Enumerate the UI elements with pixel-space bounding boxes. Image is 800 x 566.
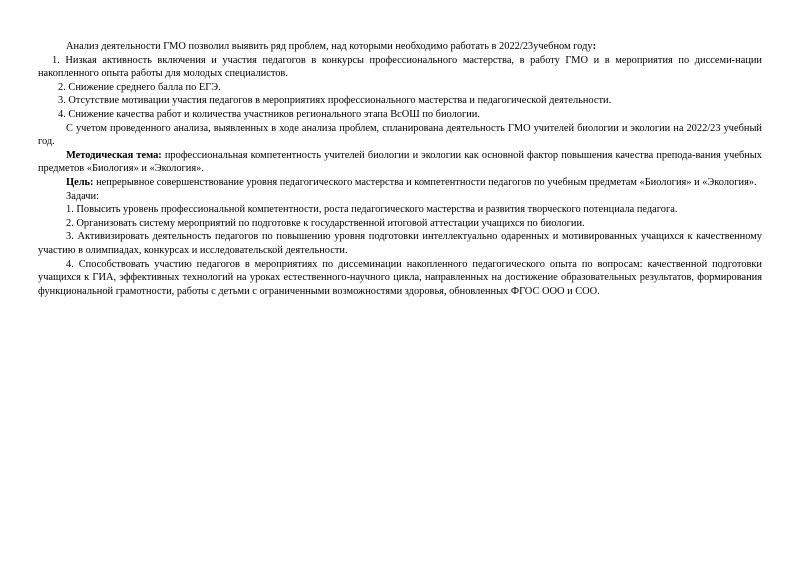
- problem-item-1: 1. Низкая активность включения и участия педагогов в конкурсы профессионального мастерства, в работу ГМО и в мероприятия по диссеми-нации накопленного опыта работы для молодых специалистов.: [38, 54, 762, 80]
- task-item-3: 3. Активизировать деятельность педагогов по повышению уровня подготовки интеллектуально одаренных и мотивированных учащихся к качественному участию в олимпиадах, конкурсах и исследовательской деятельности.: [38, 231, 762, 256]
- theme-paragraph: [38, 149, 762, 176]
- problem-item-2: 2. Снижение среднего балла по ЕГЭ.: [58, 81, 221, 93]
- goal-label: Цель:: [66, 176, 94, 188]
- goal-paragraph: [38, 176, 762, 190]
- theme-label: Методическая тема:: [66, 149, 162, 161]
- goal-text: непрерывное совершенствование уровня педагогического мастерства и компетентности педагогов по учебным предметам «Биология» и «Экология».: [93, 176, 757, 188]
- intro-paragraph: [38, 40, 762, 54]
- task-item-1: 1. Повысить уровень профессиональной компетентности, роста педагогического мастерства и развития творческого потенциала педагога.: [66, 204, 678, 216]
- task-item-2: 2. Организовать систему мероприятий по подготовке к государственной итоговой аттестации учащихся по биологии.: [66, 217, 585, 229]
- planning-paragraph: С учетом проведенного анализа, выявленных в ходе анализа проблем, спланирована деятельность ГМО учителей биологии и экологии на 2022/23 учебный год.: [38, 122, 762, 148]
- intro-text: Анализ деятельности ГМО позволил выявить ряд проблем, над которыми необходимо работать в 2022/23учебном году: [66, 41, 593, 52]
- problem-item-4: 4. Снижение качества работ и количества участников регионального этапа ВсОШ по биологии.: [58, 108, 480, 120]
- theme-text: профессиональная компетентность учителей биологии и экологии как основной фактор повышения качества препода-вания учебных предметов «Биология» и «Экология».: [38, 149, 762, 175]
- document-body: [38, 40, 762, 298]
- tasks-heading: Задачи:: [66, 190, 99, 202]
- task-item-4: 4. Способствовать участию педагогов в мероприятиях по диссеминации накопленного педагогического опыта по вопросам: качественной подготовки учащихся к ГИА, эффективных технологий на уроках естественного-научного цикла, направленных на достижение образовательных результатов, формирования функциональной грамотности, работы с детьми с ограниченными возможностями здоровья, обновленных ФГОС ООО и СОО.: [38, 258, 762, 297]
- problem-item-3: 3. Отсутствие мотивации участия педагогов в мероприятиях профессионального мастерства и педагогической деятельности.: [58, 95, 612, 107]
- intro-colon: :: [592, 41, 597, 52]
